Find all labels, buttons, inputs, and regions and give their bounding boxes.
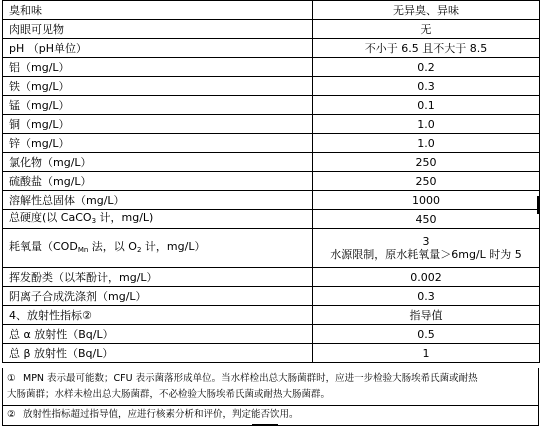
param-text: 计，mg/L) bbox=[96, 210, 154, 224]
limit-cell: 0.3 bbox=[313, 77, 540, 96]
subscript: 3 bbox=[91, 216, 97, 225]
footnote-marker: ② bbox=[7, 409, 16, 420]
param-cell: 肉眼可见物 bbox=[3, 20, 313, 39]
param-cell: 氯化物（mg/L） bbox=[3, 153, 313, 172]
param-cell: pH （pH单位） bbox=[3, 39, 313, 58]
table-row bbox=[3, 268, 540, 287]
param-cell bbox=[3, 210, 313, 229]
param-cell: 臭和味 bbox=[3, 1, 313, 20]
footnote-2 bbox=[2, 406, 539, 426]
table-row bbox=[3, 172, 540, 191]
param-cell: 铁（mg/L） bbox=[3, 77, 313, 96]
table-row bbox=[3, 325, 540, 344]
footnote-line: 大肠菌群；水样未检出总大肠菌群，不必检验大肠埃希氏菌或耐热大肠菌群。 bbox=[7, 389, 331, 400]
param-cell: 总 α 放射性（Bq/L） bbox=[3, 325, 313, 344]
page-tick-mark bbox=[252, 424, 278, 426]
param-cell: 总 β 放射性（Bq/L） bbox=[3, 344, 313, 363]
limit-cell: 1000 bbox=[313, 191, 540, 210]
table-row bbox=[3, 58, 540, 77]
table-row bbox=[3, 1, 540, 20]
limit-cell: 无 bbox=[313, 20, 540, 39]
limit-cell: 1.0 bbox=[313, 115, 540, 134]
table-row bbox=[3, 306, 540, 325]
param-cell: 4、放射性指标② bbox=[3, 306, 313, 325]
param-cell: 锌（mg/L） bbox=[3, 134, 313, 153]
limit-cell: 0.2 bbox=[313, 58, 540, 77]
table-row bbox=[3, 191, 540, 210]
table-row bbox=[3, 77, 540, 96]
limit-cell: 0.002 bbox=[313, 268, 540, 287]
subscript: Mn bbox=[77, 245, 89, 254]
limit-cell: 不小于 6.5 且不大于 8.5 bbox=[313, 39, 540, 58]
param-cell: 锰（mg/L） bbox=[3, 96, 313, 115]
table-row bbox=[3, 115, 540, 134]
footnote-marker: ① bbox=[7, 373, 16, 384]
footnote-1 bbox=[2, 368, 539, 406]
border-mark bbox=[537, 196, 539, 214]
table-row bbox=[3, 20, 540, 39]
table-row bbox=[3, 287, 540, 306]
limit-cell: 1.0 bbox=[313, 134, 540, 153]
limit-line: 水源限制，原水耗氧量＞6mg/L 时为 5 bbox=[330, 248, 522, 261]
water-quality-table bbox=[2, 0, 540, 363]
table-row bbox=[3, 153, 540, 172]
param-cell: 挥发酚类（以苯酚计，mg/L） bbox=[3, 268, 313, 287]
param-text: 法，以 O bbox=[88, 239, 137, 253]
limit-cell: 450 bbox=[313, 210, 540, 229]
limit-cell: 0.3 bbox=[313, 287, 540, 306]
limit-cell bbox=[313, 229, 540, 268]
limit-cell: 无异臭、异味 bbox=[313, 1, 540, 20]
table-row bbox=[3, 344, 540, 363]
table-row bbox=[3, 210, 540, 229]
param-cell bbox=[3, 229, 313, 268]
param-text: 计，mg/L） bbox=[141, 239, 206, 253]
limit-cell: 指导值 bbox=[313, 306, 540, 325]
param-text: 总硬度(以 CaCO bbox=[9, 210, 92, 224]
param-cell: 溶解性总固体（mg/L） bbox=[3, 191, 313, 210]
footnote-text: 放射性指标超过指导值，应进行核素分析和评价，判定能否饮用。 bbox=[23, 409, 299, 420]
param-cell: 阴离子合成洗涤剂（mg/L） bbox=[3, 287, 313, 306]
footnote-line bbox=[7, 371, 534, 387]
subscript: 2 bbox=[136, 245, 142, 254]
footnote-line bbox=[7, 406, 534, 424]
footnote-text: MPN 表示最可能数；CFU 表示菌落形成单位。当水样检出总大肠菌群时，应进一步检验大肠埃希氏菌或耐热 bbox=[23, 373, 478, 384]
param-text: 耗氧量（COD bbox=[9, 239, 78, 253]
table-row bbox=[3, 39, 540, 58]
table-row bbox=[3, 229, 540, 268]
limit-cell: 0.5 bbox=[313, 325, 540, 344]
limit-cell: 0.1 bbox=[313, 96, 540, 115]
param-cell: 硫酸盐（mg/L） bbox=[3, 172, 313, 191]
param-cell: 铝（mg/L） bbox=[3, 58, 313, 77]
table-row bbox=[3, 134, 540, 153]
table-row bbox=[3, 96, 540, 115]
limit-line: 3 bbox=[422, 235, 430, 248]
limit-cell: 250 bbox=[313, 153, 540, 172]
param-cell: 铜（mg/L） bbox=[3, 115, 313, 134]
limit-cell: 1 bbox=[313, 344, 540, 363]
limit-cell: 250 bbox=[313, 172, 540, 191]
